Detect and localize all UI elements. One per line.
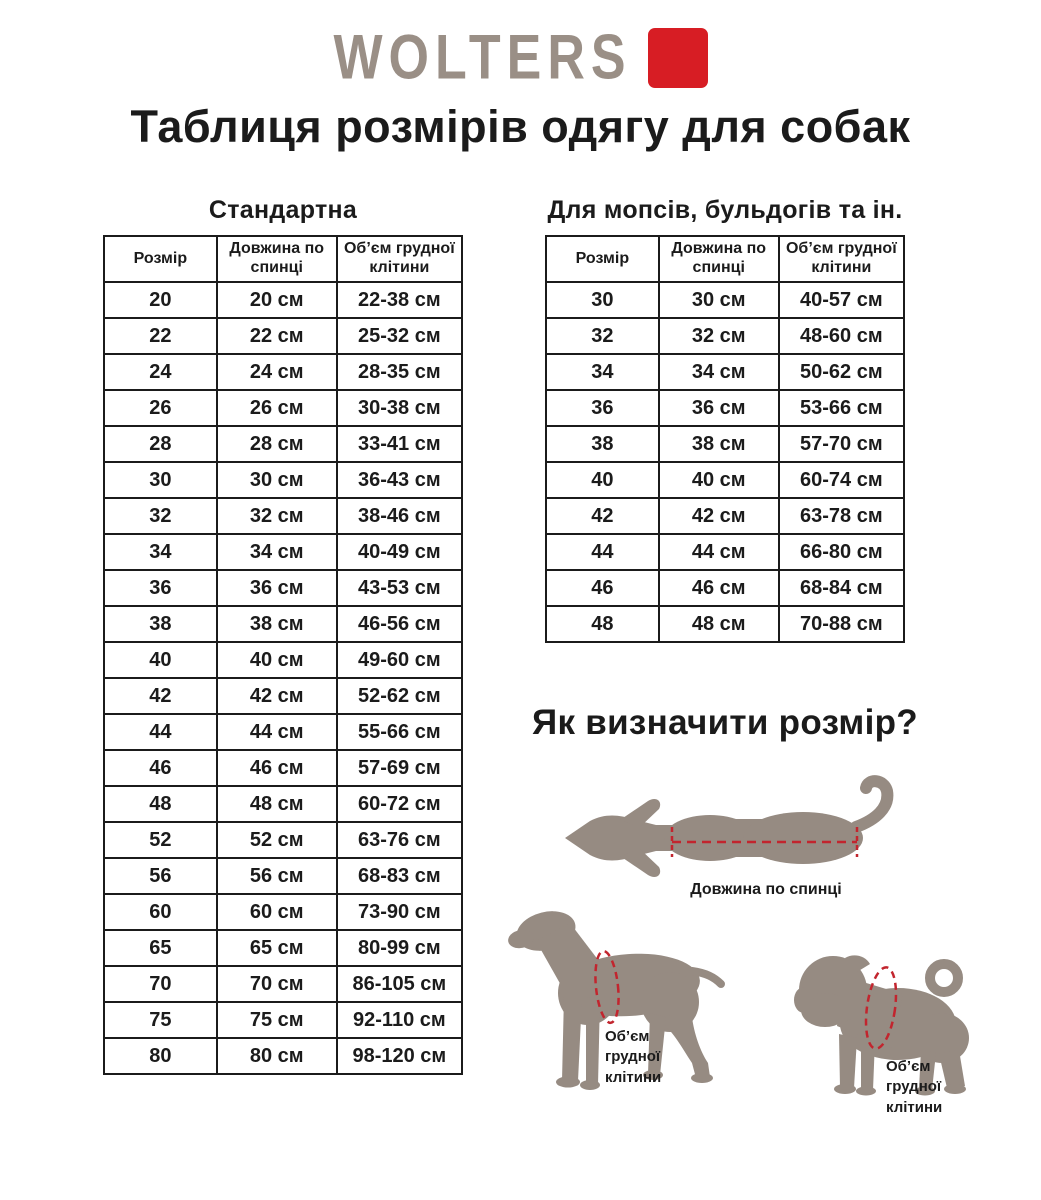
size-cell: 32 (104, 498, 217, 534)
back-length-cell: 34 см (659, 354, 779, 390)
size-cell: 34 (546, 354, 659, 390)
table-row (104, 282, 462, 318)
back-length-cell: 30 см (217, 462, 337, 498)
column-header: Довжина по спинці (659, 236, 779, 282)
dog-top-view-silhouette-icon (560, 775, 900, 881)
chest-girth-cell: 28-35 см (337, 354, 462, 390)
size-cell: 30 (546, 282, 659, 318)
table-row (546, 462, 904, 498)
back-length-cell: 44 см (217, 714, 337, 750)
pug-size-section (545, 196, 905, 643)
size-cell: 34 (104, 534, 217, 570)
column-header: Довжина по спинці (217, 236, 337, 282)
back-length-cell: 46 см (217, 750, 337, 786)
back-length-cell: 75 см (217, 1002, 337, 1038)
table-row (546, 426, 904, 462)
pug-table-heading: Для мопсів, бульдогів та ін. (547, 196, 903, 224)
chest-girth-label: Об’єм грудної клітини (605, 1028, 662, 1086)
chest-girth-cell: 92-110 см (337, 1002, 462, 1038)
table-row (104, 750, 462, 786)
chest-girth-cell: 36-43 см (337, 462, 462, 498)
back-length-cell: 26 см (217, 390, 337, 426)
table-row (546, 570, 904, 606)
back-length-cell: 36 см (659, 390, 779, 426)
chest-girth-cell: 70-88 см (779, 606, 904, 642)
size-cell: 40 (104, 642, 217, 678)
chest-girth-cell: 73-90 см (337, 894, 462, 930)
table-row (104, 966, 462, 1002)
chest-girth-cell: 33-41 см (337, 426, 462, 462)
back-length-cell: 40 см (659, 462, 779, 498)
column-header: Розмір (546, 236, 659, 282)
back-length-cell: 40 см (217, 642, 337, 678)
back-length-cell: 70 см (217, 966, 337, 1002)
back-length-cell: 42 см (217, 678, 337, 714)
chest-girth-cell: 57-69 см (337, 750, 462, 786)
chest-girth-cell: 66-80 см (779, 534, 904, 570)
table-row (104, 606, 462, 642)
brand-header (0, 22, 1041, 94)
chest-girth-cell: 30-38 см (337, 390, 462, 426)
chest-girth-cell: 57-70 см (779, 426, 904, 462)
back-length-cell: 30 см (659, 282, 779, 318)
column-header: Об’єм грудної клітини (779, 236, 904, 282)
table-row (104, 642, 462, 678)
back-length-cell: 48 см (217, 786, 337, 822)
brand-logo-red-square-icon (648, 28, 708, 88)
back-length-cell: 24 см (217, 354, 337, 390)
back-length-cell: 65 см (217, 930, 337, 966)
back-length-cell: 32 см (217, 498, 337, 534)
table-row (104, 894, 462, 930)
chest-girth-cell: 43-53 см (337, 570, 462, 606)
size-cell: 42 (546, 498, 659, 534)
back-length-label: Довжина по спинці (690, 881, 842, 898)
chest-girth-cell: 80-99 см (337, 930, 462, 966)
table-row (546, 606, 904, 642)
chest-girth-cell: 48-60 см (779, 318, 904, 354)
size-cell: 46 (104, 750, 217, 786)
back-length-cell: 46 см (659, 570, 779, 606)
table-row (104, 390, 462, 426)
table-row (104, 822, 462, 858)
back-length-cell: 48 см (659, 606, 779, 642)
back-length-cell: 36 см (217, 570, 337, 606)
back-length-cell: 34 см (217, 534, 337, 570)
table-row (104, 426, 462, 462)
table-row (546, 498, 904, 534)
size-cell: 38 (104, 606, 217, 642)
column-header: Розмір (104, 236, 217, 282)
size-cell: 70 (104, 966, 217, 1002)
table-row (104, 462, 462, 498)
table-row (104, 714, 462, 750)
size-cell: 48 (546, 606, 659, 642)
brand-logo-text: WOLTERS (333, 22, 632, 94)
size-cell: 65 (104, 930, 217, 966)
size-cell: 28 (104, 426, 217, 462)
chest-girth-cell: 60-74 см (779, 462, 904, 498)
size-cell: 36 (546, 390, 659, 426)
back-length-cell: 32 см (659, 318, 779, 354)
chest-girth-cell: 38-46 см (337, 498, 462, 534)
chest-girth-cell: 46-56 см (337, 606, 462, 642)
size-cell: 36 (104, 570, 217, 606)
table-row (546, 354, 904, 390)
chest-girth-cell: 49-60 см (337, 642, 462, 678)
size-cell: 44 (546, 534, 659, 570)
column-header: Об’єм грудної клітини (337, 236, 462, 282)
chest-girth-cell: 86-105 см (337, 966, 462, 1002)
chest-girth-cell: 55-66 см (337, 714, 462, 750)
size-cell: 46 (546, 570, 659, 606)
chest-girth-cell: 52-62 см (337, 678, 462, 714)
table-row (546, 534, 904, 570)
size-cell: 20 (104, 282, 217, 318)
chest-girth-cell: 25-32 см (337, 318, 462, 354)
table-row (104, 534, 462, 570)
table-row (104, 930, 462, 966)
back-length-cell: 52 см (217, 822, 337, 858)
standard-size-section (103, 196, 463, 1075)
size-cell: 52 (104, 822, 217, 858)
back-length-cell: 28 см (217, 426, 337, 462)
size-cell: 32 (546, 318, 659, 354)
chest-girth-cell: 68-83 см (337, 858, 462, 894)
table-row (104, 786, 462, 822)
table-row (104, 1002, 462, 1038)
chest-girth-cell: 63-76 см (337, 822, 462, 858)
standard-table-heading: Стандартна (208, 196, 358, 224)
size-cell: 40 (546, 462, 659, 498)
table-row (104, 570, 462, 606)
how-to-heading: Як визначити розмір? (532, 703, 918, 742)
chest-girth-cell: 40-57 см (779, 282, 904, 318)
size-cell: 26 (104, 390, 217, 426)
chest-girth-cell: 22-38 см (337, 282, 462, 318)
chest-girth-label: Об’єм грудної клітини (886, 1058, 943, 1116)
table-row (546, 282, 904, 318)
size-cell: 42 (104, 678, 217, 714)
header-row (546, 236, 904, 282)
size-cell: 56 (104, 858, 217, 894)
table-row (546, 390, 904, 426)
measurement-diagram (490, 765, 1041, 1200)
page-title: Таблиця розмірів одягу для собак (130, 101, 911, 152)
chest-girth-cell: 63-78 см (779, 498, 904, 534)
back-length-cell: 20 см (217, 282, 337, 318)
size-cell: 60 (104, 894, 217, 930)
table-row (104, 1038, 462, 1074)
table-row (104, 678, 462, 714)
size-cell: 75 (104, 1002, 217, 1038)
size-cell: 22 (104, 318, 217, 354)
chest-girth-cell: 60-72 см (337, 786, 462, 822)
standard-size-table (103, 235, 463, 1075)
size-cell: 44 (104, 714, 217, 750)
table-row (104, 354, 462, 390)
chest-girth-cell: 53-66 см (779, 390, 904, 426)
chest-girth-cell: 50-62 см (779, 354, 904, 390)
back-length-cell: 22 см (217, 318, 337, 354)
back-length-cell: 56 см (217, 858, 337, 894)
back-length-cell: 42 см (659, 498, 779, 534)
header-row (104, 236, 462, 282)
size-cell: 30 (104, 462, 217, 498)
back-length-cell: 60 см (217, 894, 337, 930)
chest-girth-cell: 40-49 см (337, 534, 462, 570)
back-length-cell: 44 см (659, 534, 779, 570)
back-length-cell: 80 см (217, 1038, 337, 1074)
back-length-cell: 38 см (217, 606, 337, 642)
chest-girth-cell: 98-120 см (337, 1038, 462, 1074)
size-cell: 24 (104, 354, 217, 390)
pug-size-table (545, 235, 905, 643)
size-cell: 38 (546, 426, 659, 462)
table-row (104, 858, 462, 894)
table-row (546, 318, 904, 354)
size-cell: 80 (104, 1038, 217, 1074)
back-length-cell: 38 см (659, 426, 779, 462)
table-row (104, 318, 462, 354)
size-cell: 48 (104, 786, 217, 822)
table-row (104, 498, 462, 534)
chest-girth-cell: 68-84 см (779, 570, 904, 606)
